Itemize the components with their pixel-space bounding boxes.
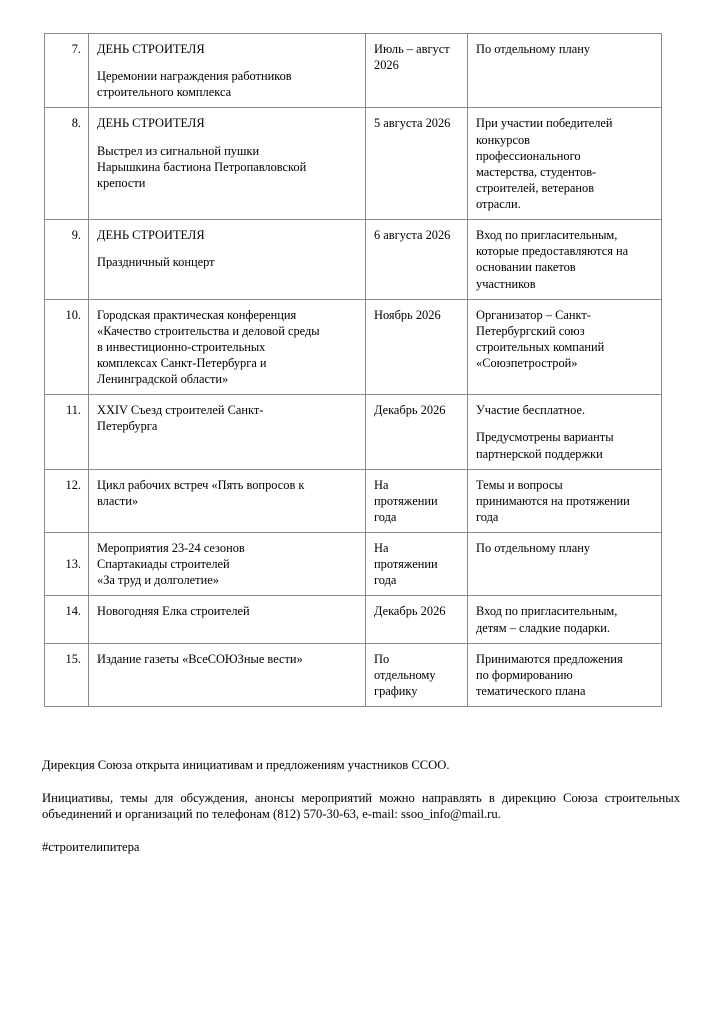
table-row <box>45 34 662 108</box>
event-cell <box>89 643 366 706</box>
date-line: 2026 <box>374 58 399 73</box>
date-line: Ноябрь 2026 <box>374 307 441 322</box>
event-title: ДЕНЬ СТРОИТЕЛЯ <box>97 42 205 56</box>
row-number-cell <box>45 220 89 300</box>
table-row <box>45 533 662 596</box>
footer-notes <box>42 757 680 856</box>
date-line: 6 августа 2026 <box>374 228 451 243</box>
note-line: тематического плана <box>476 683 586 698</box>
date-line: Декабрь 2026 <box>374 403 446 418</box>
event-line: Спартакиады строителей <box>97 557 230 572</box>
date-cell <box>366 643 468 706</box>
event-line: Издание газеты «ВсеСОЮЗные вести» <box>97 651 303 666</box>
note-line: строительных компаний <box>476 339 605 354</box>
date-cell <box>366 299 468 395</box>
events-schedule-table <box>44 33 662 707</box>
note-line: партнерской поддержки <box>476 446 603 461</box>
date-cell <box>366 596 468 643</box>
note-line: которые предоставляются на <box>476 244 629 259</box>
note-line: Вход по пригласительным, <box>476 604 618 619</box>
date-cell <box>366 108 468 220</box>
event-cell <box>89 34 366 108</box>
note-line: основании пакетов <box>476 260 576 275</box>
event-cell <box>89 469 366 532</box>
spacer <box>97 243 359 254</box>
note-line: принимаются на протяжении <box>476 493 630 508</box>
event-line: Новогодняя Елка строителей <box>97 604 250 619</box>
note-line: мастерства, студентов- <box>476 164 597 179</box>
note-line: Темы и вопросы <box>476 477 563 492</box>
table-row <box>45 220 662 300</box>
row-number: 12. <box>65 477 81 492</box>
table-row <box>45 108 662 220</box>
note-cell <box>468 220 662 300</box>
spacer <box>476 418 655 429</box>
date-cell <box>366 533 468 596</box>
date-line: На <box>374 477 389 492</box>
row-number-cell <box>45 596 89 643</box>
event-cell <box>89 220 366 300</box>
note-line: Вход по пригласительным, <box>476 228 618 243</box>
date-line: По <box>374 651 390 666</box>
note-line: конкурсов <box>476 132 530 147</box>
event-cell <box>89 299 366 395</box>
event-line: Нарышкина бастиона Петропавловской <box>97 159 307 174</box>
table-body <box>45 34 662 707</box>
note-line: Петербургский союз <box>476 323 585 338</box>
note-cell <box>468 34 662 108</box>
event-title: ДЕНЬ СТРОИТЕЛЯ <box>97 116 205 131</box>
row-number: 7. <box>71 42 81 56</box>
event-line: Праздничный концерт <box>97 255 215 270</box>
table-row <box>45 596 662 643</box>
event-cell <box>89 108 366 220</box>
note-line: участников <box>476 276 536 291</box>
note-line: При участии победителей <box>476 116 613 131</box>
date-line: Декабрь 2026 <box>374 604 446 619</box>
event-line: Мероприятия 23-24 сезонов <box>97 541 245 555</box>
date-cell <box>366 34 468 108</box>
event-line: Цикл рабочих встреч «Пять вопросов к <box>97 477 305 492</box>
note-line: отрасли. <box>476 197 521 211</box>
event-line: Петербурга <box>97 419 158 434</box>
note-line: года <box>476 509 499 524</box>
note-line: «Союзпетрострой» <box>476 356 578 370</box>
event-cell <box>89 395 366 469</box>
footer-paragraph-contacts: Инициативы, темы для обсуждения, анонсы мероприятий можно направлять в дирекцию Союза строительных объединений и организаций по телефонам (812) 570-30-63, e-mail: ssoo_info@mail.ru. <box>42 790 680 822</box>
note-line: По отдельному плану <box>476 541 591 555</box>
note-line: по формированию <box>476 667 573 682</box>
date-cell <box>366 395 468 469</box>
date-line: протяжении <box>374 557 438 572</box>
event-cell <box>89 596 366 643</box>
row-number-cell <box>45 395 89 469</box>
row-number: 14. <box>65 604 81 619</box>
row-number: 8. <box>71 116 81 131</box>
date-line: года <box>374 509 397 524</box>
note-cell <box>468 643 662 706</box>
note-line: Принимаются предложения <box>476 651 623 666</box>
event-line: комплексах Санкт-Петербурга и <box>97 356 267 370</box>
event-line: власти» <box>97 493 139 508</box>
footer-paragraph-openness: Дирекция Союза открыта инициативам и предложениям участников ССОО. <box>42 758 450 772</box>
date-line: графику <box>374 683 418 698</box>
note-cell <box>468 469 662 532</box>
note-line: По отдельному плану <box>476 42 591 56</box>
event-line: «Качество строительства и деловой среды <box>97 323 320 338</box>
event-line: Городская практическая конференция <box>97 307 297 322</box>
table-row <box>45 395 662 469</box>
date-line: года <box>374 573 397 588</box>
note-line: Участие бесплатное. <box>476 403 586 418</box>
note-cell <box>468 596 662 643</box>
event-line: XXIV Съезд строителей Санкт- <box>97 403 264 418</box>
row-number-cell <box>45 643 89 706</box>
note-cell <box>468 108 662 220</box>
row-number: 15. <box>65 651 81 666</box>
row-number-cell <box>45 108 89 220</box>
event-line: «За труд и долголетие» <box>97 573 219 588</box>
table-row <box>45 299 662 395</box>
note-line: Предусмотрены варианты <box>476 430 614 445</box>
row-number-cell <box>45 533 89 596</box>
row-number-cell <box>45 299 89 395</box>
note-cell <box>468 533 662 596</box>
date-line: На <box>374 541 389 555</box>
row-number-cell <box>45 469 89 532</box>
event-line: Церемонии награждения работников <box>97 69 292 84</box>
note-line: строителей, ветеранов <box>476 180 595 195</box>
row-number: 13. <box>65 557 81 572</box>
event-line: крепости <box>97 175 146 190</box>
date-line: 5 августа 2026 <box>374 116 451 131</box>
note-cell <box>468 299 662 395</box>
event-title: ДЕНЬ СТРОИТЕЛЯ <box>97 228 205 243</box>
event-line: Выстрел из сигнальной пушки <box>97 143 260 158</box>
note-line: детям – сладкие подарки. <box>476 620 610 635</box>
row-number-cell <box>45 34 89 108</box>
date-line: протяжении <box>374 493 438 508</box>
note-line: Организатор – Санкт- <box>476 307 591 322</box>
event-line: в инвестиционно-строительных <box>97 339 266 354</box>
row-number: 9. <box>71 228 81 243</box>
row-number: 11. <box>65 403 81 418</box>
date-line: отдельному <box>374 667 436 682</box>
event-cell <box>89 533 366 596</box>
note-cell <box>468 395 662 469</box>
spacer <box>97 57 359 68</box>
table-row <box>45 643 662 706</box>
date-cell <box>366 469 468 532</box>
note-line: профессионального <box>476 148 581 163</box>
footer-hashtag: #строителипитера <box>42 840 140 855</box>
row-number: 10. <box>65 307 81 322</box>
table-row <box>45 469 662 532</box>
event-line: Ленинградской области» <box>97 372 229 387</box>
event-line: строительного комплекса <box>97 85 232 100</box>
spacer <box>97 132 359 143</box>
date-line: Июль – август <box>374 42 450 56</box>
date-cell <box>366 220 468 300</box>
